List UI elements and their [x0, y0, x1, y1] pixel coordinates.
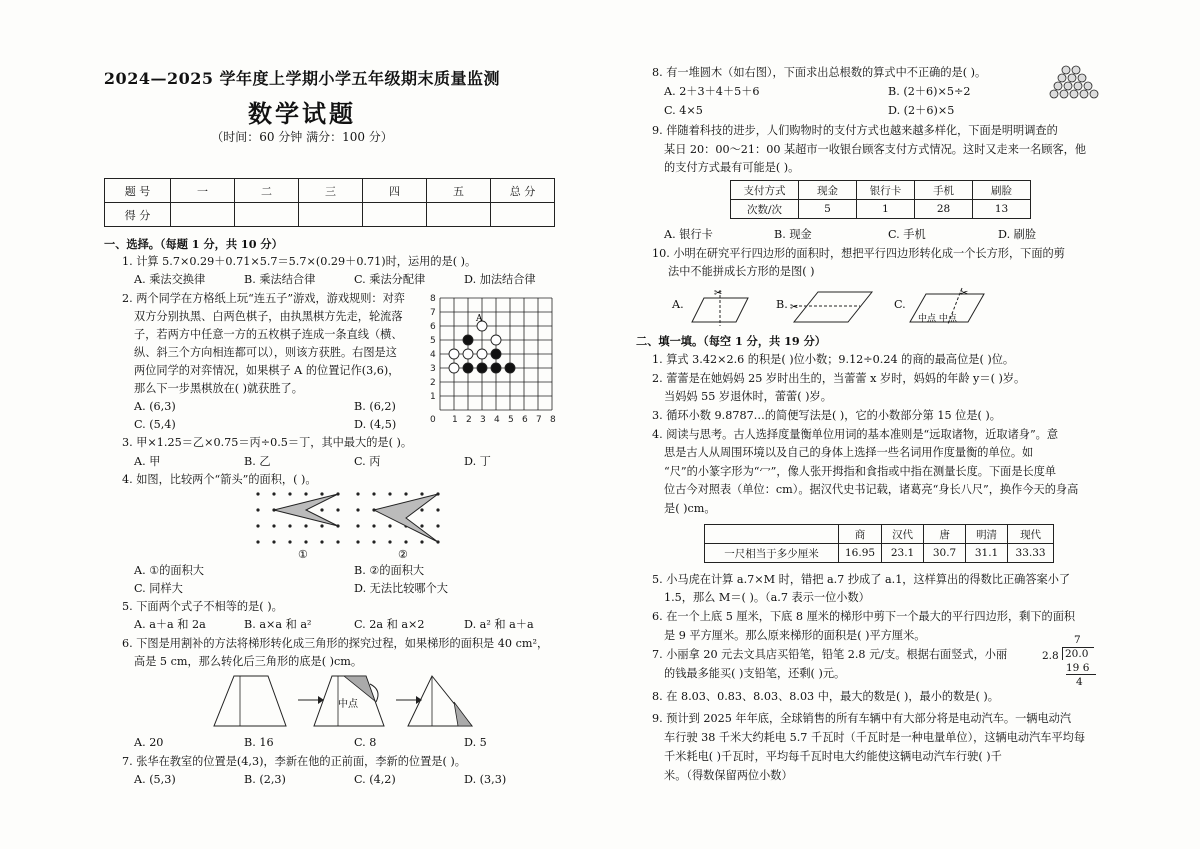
svg-text:✂: ✂	[790, 302, 799, 313]
fill5-line2: 1.5，那么 M＝( )。（a.7 表示一位小数）	[664, 591, 870, 604]
unit-head	[705, 525, 839, 544]
point-a-label: A	[476, 314, 483, 324]
svg-text:7: 7	[536, 415, 542, 425]
svg-text:7: 7	[430, 308, 436, 318]
fill3: 3. 循环小数 9.8787…的简便写法是( )，它的小数部分第 15 位是( )。	[652, 409, 1001, 422]
fill4-line5: 是( )cm。	[664, 502, 716, 515]
svg-text:0: 0	[430, 415, 436, 425]
q5-option-b[interactable]: B. a×a 和 a²	[244, 618, 312, 631]
svg-text:6: 6	[430, 322, 436, 332]
score-head: 题 号	[105, 179, 171, 203]
q3-option-c[interactable]: C. 丙	[354, 455, 381, 468]
fill4-line4: 位古今对照表（单位：cm）。据汉代史书记载，诸葛亮“身长八尺”，换作今天的身高	[664, 483, 1079, 496]
score-cell[interactable]	[491, 203, 555, 227]
q1-option-b[interactable]: B. 乘法结合律	[244, 273, 316, 286]
calc-remainder: 4	[1076, 676, 1083, 688]
svg-text:3: 3	[480, 415, 486, 425]
score-cell[interactable]	[171, 203, 235, 227]
q8-option-c[interactable]: C. 4×5	[664, 104, 703, 117]
q7-stem: 7. 张华在教室的位置是(4,3)，李新在他的正前面，李新的位置是( )。	[122, 755, 466, 768]
fill4-line2: 思是古人从周围环境以及自己的身体上选择一些名词用作度量衡的单位。如	[664, 446, 1034, 459]
exam-title: 2024—2025 学年度上学期小学五年级期末质量监测	[103, 69, 501, 88]
q2-option-d[interactable]: D. (4,5)	[354, 418, 397, 431]
score-cell[interactable]	[235, 203, 299, 227]
calc-product: 19 6	[1066, 662, 1096, 675]
trapezoid-figure	[210, 670, 500, 732]
q10-line1: 10. 小明在研究平行四边形的面积时，想把平行四边形转化成一个长方形，下面的剪	[652, 247, 1065, 260]
unit-cell: 23.1	[882, 544, 924, 563]
q8-stem: 8. 有一堆圆木（如右图），下面求出总根数的算式中不正确的是( )。	[652, 66, 987, 79]
svg-text:✂: ✂	[960, 288, 969, 299]
payment-table	[730, 180, 1031, 219]
q3-option-b[interactable]: B. 乙	[244, 455, 271, 468]
unit-head: 商	[839, 525, 882, 544]
parallelogram-a-figure	[690, 284, 754, 328]
exam-info: （时间：60 分钟 满分：100 分）	[211, 130, 393, 144]
unit-cell: 16.95	[839, 544, 882, 563]
svg-text:5: 5	[430, 336, 436, 346]
score-head: 总 分	[491, 179, 555, 203]
q9-line1: 9. 伴随着科技的进步，人们购物时的支付方式也越来越多样化，下面是明明调查的	[652, 124, 1058, 137]
q3-option-a[interactable]: A. 甲	[134, 455, 161, 468]
gomoku-board-figure	[428, 290, 568, 430]
fill9-line2: 车行驶 38 千米大约耗电 5.7 千瓦时（千瓦时是一种电量单位），这辆电动汽车平均每	[664, 731, 1086, 744]
unit-head: 明清	[966, 525, 1008, 544]
q6-line2: 高是 5 cm，那么转化后三角形的底是( )cm。	[134, 655, 363, 668]
q6-option-a[interactable]: A. 20	[134, 736, 164, 749]
q8-option-d[interactable]: D. (2＋6)×5	[888, 104, 955, 117]
payment-head: 刷脸	[973, 181, 1031, 200]
fill2-line1: 2. 蕾蕾是在她妈妈 25 岁时出生的，当蕾蕾 x 岁时，妈妈的年龄 y＝( )岁。	[652, 372, 1026, 385]
q9-option-b[interactable]: B. 现金	[774, 228, 812, 241]
q2-line6: 那么下一步黑棋放在( )就获胜了。	[134, 382, 303, 395]
payment-cell: 次数/次	[731, 200, 799, 219]
q8-option-a[interactable]: A. 2＋3＋4＋5＋6	[664, 85, 760, 98]
q2-line4: 纵、斜三个方向相连都可以），则该方获胜。右图是这	[134, 346, 397, 359]
section1-heading: 一、选择。（每题 1 分，共 10 分）	[104, 237, 283, 251]
score-cell[interactable]	[299, 203, 363, 227]
q1-stem: 1. 计算 5.7×0.29＋0.71×5.7＝5.7×(0.29＋0.71)时，运用的是( )。	[122, 255, 477, 268]
payment-cell: 5	[799, 200, 857, 219]
score-head: 二	[235, 179, 299, 203]
svg-text:2: 2	[430, 378, 436, 388]
q8-option-b[interactable]: B. (2＋6)×5÷2	[888, 85, 971, 98]
parallelogram-b-figure	[790, 284, 876, 328]
q2-line3: 子，若两方中任意一方的五枚棋子连成一条直线（横、	[134, 328, 403, 341]
svg-text:✂: ✂	[714, 288, 723, 299]
q7-option-c[interactable]: C. (4,2)	[354, 773, 396, 786]
fill4-line3: “尺”的小篆字形为“冖”，像人张开拇指和食指或中指在测量长度。下面是长度单	[664, 465, 1057, 478]
svg-text:3: 3	[430, 364, 436, 374]
q6-option-d[interactable]: D. 5	[464, 736, 487, 749]
fill2-line2: 当妈妈 55 岁退休时，蕾蕾( )岁。	[664, 390, 832, 403]
fill6-line2: 是 9 平方厘米。那么原来梯形的面积是( )平方厘米。	[664, 629, 926, 642]
svg-text:4: 4	[494, 415, 500, 425]
score-head: 四	[363, 179, 427, 203]
q3-stem: 3. 甲×1.25＝乙×0.75＝丙÷0.5＝丁，其中最大的是( )。	[122, 436, 413, 449]
svg-text:6: 6	[522, 415, 528, 425]
unit-cell: 一尺相当于多少厘米	[705, 544, 839, 563]
q4-option-d[interactable]: D. 无法比较哪个大	[354, 582, 448, 595]
score-table	[104, 178, 555, 227]
unit-head: 唐	[924, 525, 966, 544]
q2-option-a[interactable]: A. (6,3)	[134, 400, 176, 413]
calc-dividend: 20.0	[1062, 647, 1094, 660]
svg-text:8: 8	[550, 415, 556, 425]
q9-option-c[interactable]: C. 手机	[888, 228, 926, 241]
division-calc	[1040, 634, 1100, 690]
fill1: 1. 算式 3.42×2.6 的积是( )位小数；9.12÷0.24 的商的最高位是( )位。	[652, 353, 1015, 366]
q2-option-c[interactable]: C. (5,4)	[134, 418, 176, 431]
q5-option-c[interactable]: C. 2a 和 a×2	[354, 618, 425, 631]
payment-head: 现金	[799, 181, 857, 200]
q5-stem: 5. 下面两个式子不相等的是( )。	[122, 600, 283, 613]
fill5-line1: 5. 小马虎在计算 a.7×M 时，错把 a.7 抄成了 a.1，这样算出的得数比正确答案小了	[652, 573, 1071, 586]
score-head: 三	[299, 179, 363, 203]
q7-option-d[interactable]: D. (3,3)	[464, 773, 507, 786]
q6-option-b[interactable]: B. 16	[244, 736, 274, 749]
payment-head: 支付方式	[731, 181, 799, 200]
q4-option-a[interactable]: A. ①的面积大	[134, 564, 204, 577]
arrows-figure	[250, 488, 450, 560]
score-head: 一	[171, 179, 235, 203]
q10-option-c[interactable]: C.	[894, 298, 906, 311]
svg-text:4: 4	[430, 350, 436, 360]
q2-line2: 双方分别执黑、白两色棋子，由执黑棋方先走，轮流落	[134, 310, 403, 323]
fill9-line4: 米。（得数保留两位小数）	[664, 769, 793, 782]
q10-line2: 法中不能拼成长方形的是图( )	[668, 265, 815, 278]
svg-text:1: 1	[430, 392, 436, 402]
score-head: 五	[427, 179, 491, 203]
q6-option-c[interactable]: C. 8	[354, 736, 377, 749]
q9-line2: 某日 20：00～21：00 某超市一收银台顾客支付方式情况。这时又走来一名顾客，他	[664, 143, 1087, 156]
calc-divisor: 2.8	[1042, 650, 1059, 662]
q5-option-d[interactable]: D. a² 和 a＋a	[464, 618, 534, 631]
fill7-line2: 的钱最多能买( )支铅笔，还剩( )元。	[664, 667, 846, 680]
q9-line3: 的支付方式最有可能是( )。	[664, 161, 800, 174]
q9-option-d[interactable]: D. 刷脸	[998, 228, 1037, 241]
fill6-line1: 6. 在一个上底 5 厘米，下底 8 厘米的梯形中剪下一个最大的平行四边形，剩下的面积	[652, 610, 1076, 623]
svg-text:1: 1	[452, 415, 458, 425]
q9-option-a[interactable]: A. 银行卡	[664, 228, 713, 241]
fill4-line1: 4. 阅读与思考。古人选择度量衡单位用词的基本准则是“远取诸物，近取诸身”。意	[652, 428, 1059, 441]
unit-cell: 31.1	[966, 544, 1008, 563]
q3-option-d[interactable]: D. 丁	[464, 455, 491, 468]
payment-head: 银行卡	[857, 181, 915, 200]
payment-cell: 13	[973, 200, 1031, 219]
section2-heading: 二、填一填。（每空 1 分，共 19 分）	[636, 334, 826, 348]
payment-cell: 1	[857, 200, 915, 219]
q4-option-b[interactable]: B. ②的面积大	[354, 564, 425, 577]
log-pile-icon	[1032, 62, 1104, 106]
score-cell[interactable]	[363, 203, 427, 227]
length-unit-table	[704, 524, 1054, 563]
unit-head: 现代	[1008, 525, 1054, 544]
fill9-line3: 千米耗电( )千瓦时，平均每千瓦时电大约能使这辆电动汽车行驶( )千	[664, 750, 1002, 763]
payment-cell: 28	[915, 200, 973, 219]
fig2-label: ②	[398, 548, 408, 560]
q5-option-a[interactable]: A. a＋a 和 2a	[134, 618, 206, 631]
subject-title: 数学试题	[248, 99, 356, 128]
calc-quotient: 7	[1074, 634, 1081, 646]
fill9-line1: 9. 预计到 2025 年年底，全球销售的所有车辆中有大部分将是电动汽车。一辆电动汽	[652, 712, 1072, 725]
q2-line1: 2. 两个同学在方格纸上玩“连五子”游戏，游戏规则：对弈	[122, 292, 405, 305]
score-label: 得 分	[105, 203, 171, 227]
q4-stem: 4. 如图，比较两个“箭头”的面积，( )。	[122, 473, 317, 486]
svg-text:2: 2	[466, 415, 472, 425]
q7-option-a[interactable]: A. (5,3)	[134, 773, 176, 786]
q6-line1: 6. 下图是用割补的方法将梯形转化成三角形的探究过程，如果梯形的面积是 40 cm²，	[122, 637, 549, 650]
unit-cell: 30.7	[924, 544, 966, 563]
fill8: 8. 在 8.03、0.83、8.03、8.03 中，最大的数是( )，最小的数是( )。	[652, 690, 999, 703]
fill7-line1: 7. 小丽拿 20 元去文具店买铅笔，铅笔 2.8 元/支。根据右面竖式，小丽	[652, 648, 1008, 661]
q1-option-a[interactable]: A. 乘法交换律	[134, 273, 206, 286]
fig1-label: ①	[298, 548, 308, 560]
payment-head: 手机	[915, 181, 973, 200]
q7-option-b[interactable]: B. (2,3)	[244, 773, 286, 786]
q10-option-b[interactable]: B.	[776, 298, 788, 311]
q2-option-b[interactable]: B. (6,2)	[354, 400, 396, 413]
svg-text:8: 8	[430, 294, 436, 304]
unit-head: 汉代	[882, 525, 924, 544]
parallelogram-c-figure	[908, 284, 988, 332]
q1-option-c[interactable]: C. 乘法分配律	[354, 273, 426, 286]
q4-option-c[interactable]: C. 同样大	[134, 582, 183, 595]
svg-text:5: 5	[508, 415, 514, 425]
q1-option-d[interactable]: D. 加法结合律	[464, 273, 536, 286]
midpoint-label: 中点	[338, 699, 358, 710]
q10-option-a[interactable]: A.	[672, 298, 684, 311]
q2-line5: 两位同学的对弈情况，如果棋子 A 的位置记作(3,6)，	[134, 364, 400, 377]
q10-midpoint-label: 中点 中点	[918, 314, 957, 324]
score-cell[interactable]	[427, 203, 491, 227]
unit-cell: 33.33	[1008, 544, 1054, 563]
